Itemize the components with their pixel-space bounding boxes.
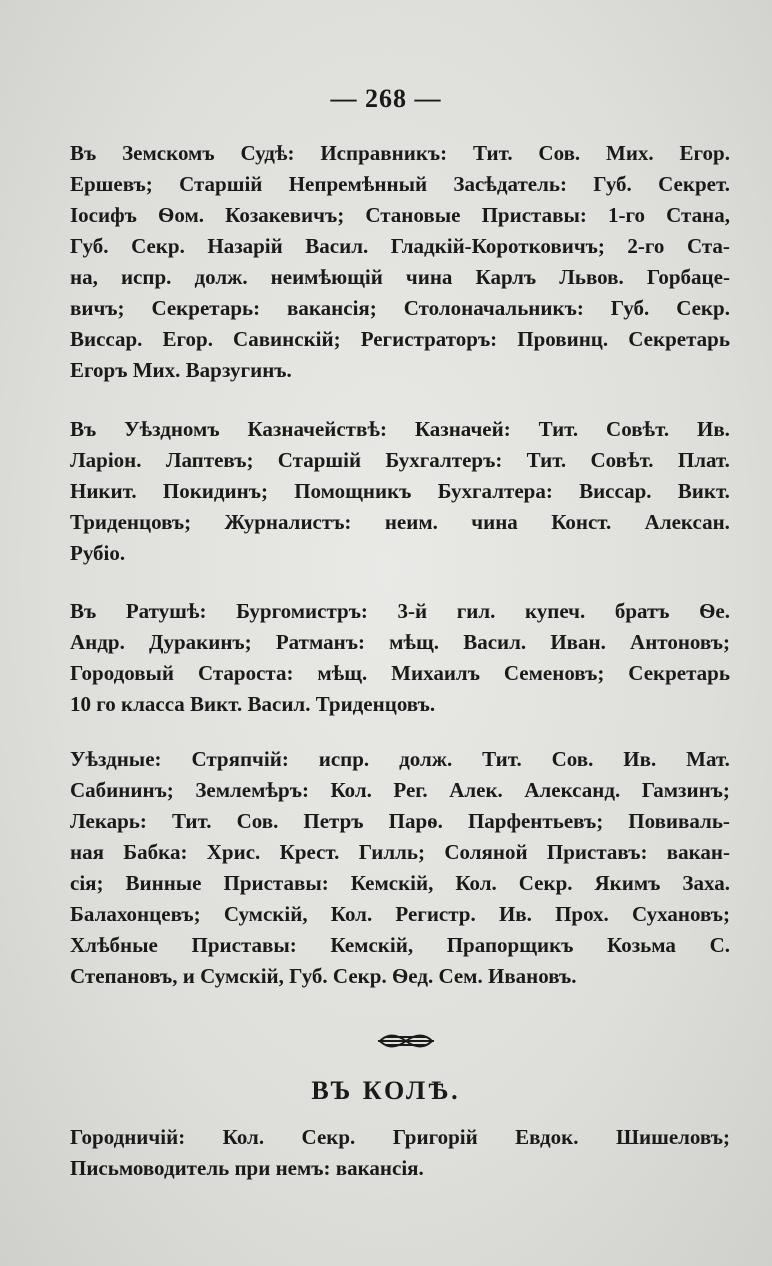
text-line: Уѣздные: Стряпчій: испр. долж. Тит. Сов. Ив. Мат. <box>70 747 730 771</box>
text-line: Степановъ, и Сумскій, Губ. Секр. Ѳед. Сем. Ивановъ. <box>70 964 577 988</box>
text-line: Городовый Староста: мѣщ. Михаилъ Семеновъ; Секретарь <box>70 661 730 685</box>
text-line: Лекарь: Тит. Сов. Петръ Парѳ. Парфентьевъ; Повиваль- <box>70 809 730 833</box>
text-line: Письмоводитель при немъ: вакансія. <box>70 1156 424 1180</box>
paragraph-treasury <box>70 414 730 569</box>
paragraph-town-hall <box>70 596 730 720</box>
text-line: Іосифъ Ѳом. Козакевичъ; Становые Приставы: 1-го Стана, <box>70 203 730 227</box>
text-line: Хлѣбные Приставы: Кемскій, Прапорщикъ Козьма С. <box>70 933 730 957</box>
text-line: Ершевъ; Старшій Непремѣнный Засѣдатель: Губ. Секрет. <box>70 172 730 196</box>
text-line: Въ Земскомъ Судѣ: Исправникъ: Тит. Сов. Мих. Егор. <box>70 141 730 165</box>
text-line: Андр. Дуракинъ; Ратманъ: мѣщ. Васил. Иван. Антоновъ; <box>70 630 730 654</box>
text-line: Губ. Секр. Назарій Васил. Гладкій-Коротковичъ; 2-го Ста- <box>70 234 730 258</box>
text-line: Виссар. Егор. Савинскій; Регистраторъ: Провинц. Секретарь <box>70 327 730 351</box>
text-line: на, испр. долж. неимѣющій чина Карлъ Львов. Горбаце- <box>70 265 730 289</box>
page-number: — 268 — <box>330 84 442 113</box>
text-line: вичъ; Секретарь: вакансія; Столоначальникъ: Губ. Секр. <box>70 296 730 320</box>
text-line: 10 го класса Викт. Васил. Триденцовъ. <box>70 692 436 716</box>
printer-ornament-icon <box>376 1028 436 1054</box>
text-line: ная Бабка: Хрис. Крест. Гилль; Соляной Приставъ: вакан- <box>70 840 730 864</box>
section-heading: ВЪ КОЛѢ. <box>311 1076 461 1105</box>
text-line: сія; Винные Приставы: Кемскій, Кол. Секр. Якимъ Заха. <box>70 871 730 895</box>
text-line: Сабининъ; Землемѣръ: Кол. Рег. Алек. Александ. Гамзинъ; <box>70 778 730 802</box>
paragraph-district-officials <box>70 744 730 992</box>
text-line: Рубіо. <box>70 541 126 565</box>
text-line: Триденцовъ; Журналистъ: неим. чина Конст. Алексан. <box>70 510 730 534</box>
text-line: Балахонцевъ; Сумскій, Кол. Регистр. Ив. Прох. Сухановъ; <box>70 902 730 926</box>
paragraph-kola <box>70 1122 730 1184</box>
text-line: Ларіон. Лаптевъ; Старшій Бухгалтеръ: Тит. Совѣт. Плат. <box>70 448 730 472</box>
text-line: Егоръ Мих. Варзугинъ. <box>70 358 292 382</box>
text-line: Въ Уѣздномъ Казначействѣ: Казначей: Тит. Совѣт. Ив. <box>70 417 730 441</box>
paragraph-zemsky-court <box>70 138 730 386</box>
text-line: Въ Ратушѣ: Бургомистръ: 3-й гил. купеч. братъ Ѳе. <box>70 599 730 623</box>
text-line: Никит. Покидинъ; Помощникъ Бухгалтера: Виссар. Викт. <box>70 479 730 503</box>
text-line: Городничій: Кол. Секр. Григорій Евдок. Шишеловъ; <box>70 1125 730 1149</box>
